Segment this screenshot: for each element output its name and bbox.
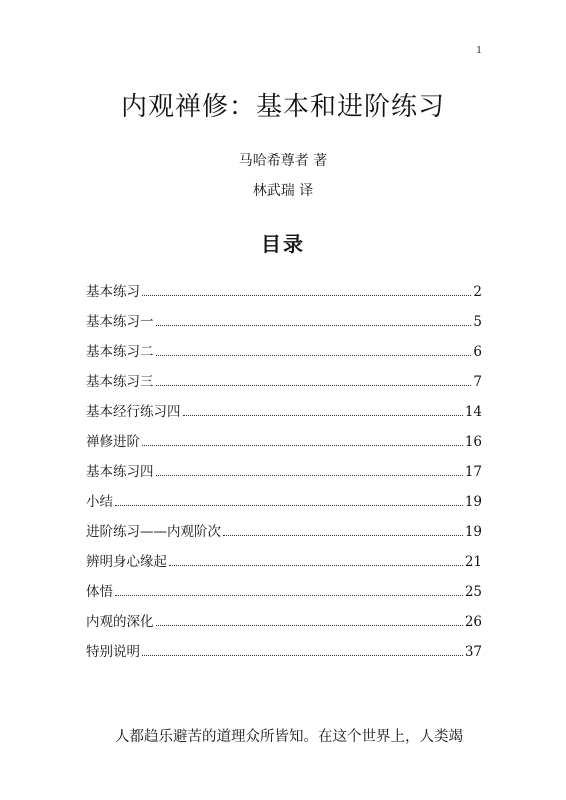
toc-leader <box>142 445 463 446</box>
toc-entry[interactable] <box>86 460 482 490</box>
toc-entry-label: 进阶练习——内观阶次 <box>86 524 221 540</box>
toc-entry-page: 19 <box>464 494 482 510</box>
toc-entry-label: 内观的深化 <box>86 614 154 630</box>
toc-entry[interactable] <box>86 340 482 370</box>
toc-entry[interactable] <box>86 640 482 670</box>
toc-entry-label: 小结 <box>86 494 113 510</box>
toc-entry[interactable] <box>86 490 482 520</box>
toc-entry-page: 14 <box>464 404 482 420</box>
toc-entry[interactable] <box>86 280 482 310</box>
toc-entry[interactable] <box>86 370 482 400</box>
toc-entry-page: 25 <box>464 584 482 600</box>
toc-leader <box>156 475 463 476</box>
toc-entry-label: 辨明身心缘起 <box>86 554 167 570</box>
toc-entry-page: 26 <box>464 614 482 630</box>
toc-entry-label: 禅修进阶 <box>86 434 140 450</box>
toc-entry-page: 2 <box>473 284 482 300</box>
toc-heading: 目录 <box>261 232 305 256</box>
body-paragraph: 人都趋乐避苦的道理众所皆知。在这个世界上，人类竭 <box>115 728 463 745</box>
toc-entry-label: 特别说明 <box>86 644 140 660</box>
toc-leader <box>156 625 463 626</box>
toc-entry[interactable] <box>86 610 482 640</box>
toc-entry-label: 基本练习 <box>86 284 140 300</box>
toc-entry-label: 基本练习三 <box>86 374 154 390</box>
toc-entry-label: 基本练习一 <box>86 314 154 330</box>
toc-entry-page: 21 <box>464 554 482 570</box>
toc-entry[interactable] <box>86 520 482 550</box>
toc-entry[interactable] <box>86 430 482 460</box>
toc-entry[interactable] <box>86 400 482 430</box>
table-of-contents <box>86 280 482 670</box>
toc-entry-page: 19 <box>464 524 482 540</box>
toc-entry-page: 7 <box>473 374 482 390</box>
page-number: 1 <box>476 46 482 56</box>
toc-entry-page: 16 <box>464 434 482 450</box>
toc-entry[interactable] <box>86 580 482 610</box>
toc-leader <box>142 295 471 296</box>
toc-entry-label: 基本练习二 <box>86 344 154 360</box>
toc-leader <box>115 595 463 596</box>
document-title: 内观禅修：基本和进阶练习 <box>120 92 445 122</box>
toc-entry-label: 基本经行练习四 <box>86 404 181 420</box>
author-line: 马哈希尊者 著 <box>238 153 328 169</box>
toc-entry[interactable] <box>86 310 482 340</box>
toc-entry-page: 5 <box>473 314 482 330</box>
toc-entry-label: 体悟 <box>86 584 113 600</box>
toc-leader <box>156 325 472 326</box>
toc-leader <box>156 355 472 356</box>
toc-leader <box>183 415 463 416</box>
toc-leader <box>169 565 463 566</box>
toc-entry-label: 基本练习四 <box>86 464 154 480</box>
toc-entry[interactable] <box>86 550 482 580</box>
toc-leader <box>142 655 463 656</box>
toc-leader <box>156 385 472 386</box>
toc-leader <box>115 505 463 506</box>
toc-entry-page: 6 <box>473 344 482 360</box>
toc-leader <box>223 535 463 536</box>
toc-entry-page: 17 <box>464 464 482 480</box>
toc-entry-page: 37 <box>464 644 482 660</box>
translator-line: 林武瑞 译 <box>252 183 314 199</box>
